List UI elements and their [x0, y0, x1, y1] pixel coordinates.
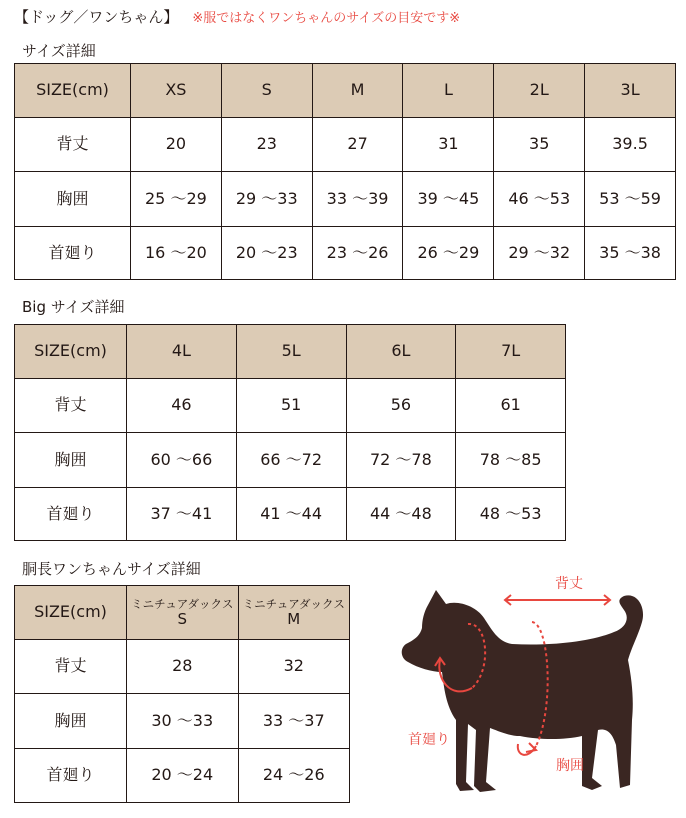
page-title: 【ドッグ／ワンちゃん】: [14, 8, 179, 26]
table-cell: 39 〜45: [403, 172, 494, 227]
big-section-title: Big サイズ詳細: [22, 298, 125, 316]
row-label: 首廻り: [15, 749, 127, 803]
long-size-table: [14, 585, 350, 803]
size-header: 6L: [346, 325, 456, 379]
size-header: XS: [131, 64, 222, 118]
table-cell: 28: [127, 640, 239, 694]
size-header: M: [312, 64, 403, 118]
table-cell: 46 〜53: [494, 172, 585, 227]
table-cell: 61: [456, 379, 566, 433]
breed-label: ミニチュアダックス: [131, 596, 234, 611]
table-row: [15, 379, 566, 433]
table-cell: 23: [221, 118, 312, 172]
table-cell: 56: [346, 379, 456, 433]
table-cell: 30 〜33: [127, 694, 239, 749]
table-cell: 25 〜29: [131, 172, 222, 227]
table-cell: 46: [127, 379, 237, 433]
row-label: 胸囲: [15, 433, 127, 488]
table-cell: 16 〜20: [131, 227, 222, 280]
table-cell: 24 〜26: [238, 749, 350, 803]
header-label: SIZE(cm): [15, 325, 127, 379]
breed-label: ミニチュアダックス: [242, 596, 345, 611]
table-row: [15, 172, 676, 227]
table-cell: 20 〜23: [221, 227, 312, 280]
table-cell: 29 〜33: [221, 172, 312, 227]
size-header: S: [221, 64, 312, 118]
standard-section-title: サイズ詳細: [22, 42, 96, 60]
table-cell: 72 〜78: [346, 433, 456, 488]
row-label: 胸囲: [15, 172, 131, 227]
big-size-table: [14, 324, 566, 541]
arrowhead-icon: [526, 743, 536, 752]
standard-size-table: [14, 63, 676, 280]
table-cell: 78 〜85: [456, 433, 566, 488]
row-label: 背丈: [15, 640, 127, 694]
size-header: [238, 586, 350, 640]
row-label: 首廻り: [15, 488, 127, 541]
size-header: 7L: [456, 325, 566, 379]
dog-silhouette-icon: [402, 590, 643, 792]
table-row: [15, 749, 350, 803]
table-cell: 31: [403, 118, 494, 172]
table-cell: 53 〜59: [585, 172, 676, 227]
size-header: 4L: [127, 325, 237, 379]
table-header-row: [15, 586, 350, 640]
table-cell: 51: [236, 379, 346, 433]
table-row: [15, 694, 350, 749]
table-cell: 20 〜24: [127, 749, 239, 803]
table-row: [15, 227, 676, 280]
table-cell: 33 〜39: [312, 172, 403, 227]
table-cell: 44 〜48: [346, 488, 456, 541]
table-row: [15, 118, 676, 172]
table-cell: 26 〜29: [403, 227, 494, 280]
header-label: SIZE(cm): [15, 64, 131, 118]
size-note: ※服ではなくワンちゃんのサイズの目安です※: [192, 11, 461, 26]
page-header: [14, 6, 460, 27]
row-label: 胸囲: [15, 694, 127, 749]
header-label: SIZE(cm): [15, 586, 127, 640]
table-cell: 33 〜37: [238, 694, 350, 749]
table-cell: 20: [131, 118, 222, 172]
chest-label: 胸囲: [556, 758, 584, 774]
table-row: [15, 640, 350, 694]
back-length-label: 背丈: [555, 576, 583, 592]
table-header-row: [15, 64, 676, 118]
table-cell: 27: [312, 118, 403, 172]
table-cell: 37 〜41: [127, 488, 237, 541]
dog-measurement-diagram: [380, 560, 680, 810]
chest-ring-icon: [518, 744, 536, 755]
size-label: M: [287, 609, 301, 628]
size-label: S: [177, 609, 188, 628]
table-cell: 66 〜72: [236, 433, 346, 488]
table-cell: 23 〜26: [312, 227, 403, 280]
size-header: 2L: [494, 64, 585, 118]
table-cell: 39.5: [585, 118, 676, 172]
table-cell: 60 〜66: [127, 433, 237, 488]
table-cell: 35: [494, 118, 585, 172]
table-cell: 35 〜38: [585, 227, 676, 280]
table-cell: 32: [238, 640, 350, 694]
table-cell: 29 〜32: [494, 227, 585, 280]
table-row: [15, 488, 566, 541]
size-header: [127, 586, 239, 640]
size-header: L: [403, 64, 494, 118]
table-header-row: [15, 325, 566, 379]
table-cell: 41 〜44: [236, 488, 346, 541]
table-cell: 48 〜53: [456, 488, 566, 541]
neck-label: 首廻り: [408, 732, 450, 748]
row-label: 背丈: [15, 379, 127, 433]
long-section-title: 胴長ワンちゃんサイズ詳細: [22, 560, 201, 578]
row-label: 背丈: [15, 118, 131, 172]
row-label: 首廻り: [15, 227, 131, 280]
size-header: 5L: [236, 325, 346, 379]
size-header: 3L: [585, 64, 676, 118]
table-row: [15, 433, 566, 488]
